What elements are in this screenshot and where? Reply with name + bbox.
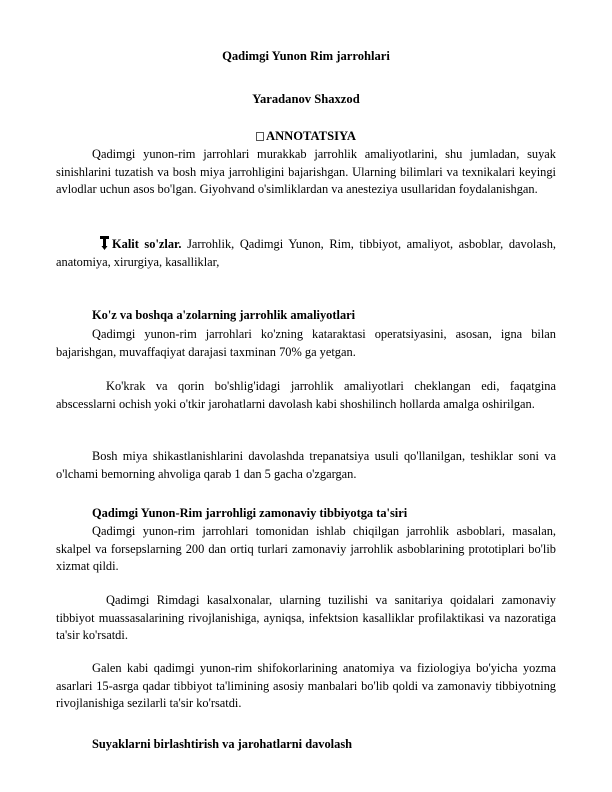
section-heading-modern-influence: Qadimgi Yunon-Rim jarrohligi zamonaviy tibbiyotga ta'siri <box>92 506 408 520</box>
paragraph-trepanation: Bosh miya shikastlanishlarini davolashda trepanatsiya usuli qo'llanilgan, teshiklar soni va o'lchami bemorning ahvoliga qarab 1 dan 5 gacha o'zgargan. <box>56 449 556 481</box>
paragraph-instruments: Qadimgi yunon-rim jarrohlari tomonidan ishlab chiqilgan jarrohlik asboblari, masalan, skalpel va forsepslarning 200 dan ortiq turlari zamonaviy jarrohlik asboblarining prototiplari bo'lib xizmat qildi. <box>56 524 556 573</box>
author-name: Yaradanov Shaxzod <box>252 92 360 106</box>
paragraph-galen: Galen kabi qadimgi yunon-rim shifokorlarining anatomiya va fiziologiya bo'yicha yozma asarlari 15-asrga qadar tibbiyot ta'limining asosiy manbalari bo'lib qoldi va zamonaviy tibbiyotning rivojlanishiga sezilarli ta'sir ko'rsatdi. <box>56 661 556 710</box>
keywords-label: Kalit so'zlar. <box>112 237 182 251</box>
paragraph-hospitals: Qadimgi Rimdagi kasalxonalar, ularning tuzilishi va sanitariya qoidalari zamonaviy tibbiyot muassasalarining rivojlanishiga, ayniqsa, infektsion kasalliklar profilaktikasi va nazoratiga ta'sir ko'rsatdi. <box>56 593 556 642</box>
paragraph-cataract: Qadimgi yunon-rim jarrohlari ko'zning kataraktasi operatsiyasini, asosan, igna bilan bajarishgan, muvaffaqiyat darajasi taxminan 70% ga yetgan. <box>56 327 556 359</box>
abstract-heading <box>56 128 556 146</box>
paragraph-chest-abdomen: Ko'krak va qorin bo'shlig'idagi jarrohlik amaliyotlari cheklangan edi, faqatgina abscesslarni ochish yoki o'tkir jarohatlarni davolash kabi shoshilinch hollarda amalga oshirilgan. <box>56 379 556 411</box>
section-heading-organs: Ko'z va boshqa a'zolarning jarrohlik amaliyotlari <box>92 308 356 322</box>
key-icon <box>100 236 109 250</box>
keywords-text: Jarrohlik, Qadimgi Yunon, Rim, tibbiyot, amaliyot, asboblar, davolash, anatomiya, xirurgiya, kasalliklar, <box>56 237 556 269</box>
abstract-heading-text: ANNOTATSIYA <box>265 129 357 143</box>
missing-glyph-icon <box>256 132 264 141</box>
document-title: Qadimgi Yunon Rim jarrohlari <box>222 49 390 63</box>
abstract-text: Qadimgi yunon-rim jarrohlari murakkab jarrohlik amaliyotlarini, shu jumladan, suyak sinishlarini tuzatish va bosh miya jarrohligini bajarishgan. Ularning bilimlari va texnikalari keyingi avlodlar uchun asos bo'lgan. Giyohvand o'simliklardan va anesteziya usullaridan foydalanishgan. <box>56 147 556 196</box>
keywords-paragraph <box>56 236 556 271</box>
section-heading-bones: Suyaklarni birlashtirish va jarohatlarni davolash <box>92 737 353 751</box>
